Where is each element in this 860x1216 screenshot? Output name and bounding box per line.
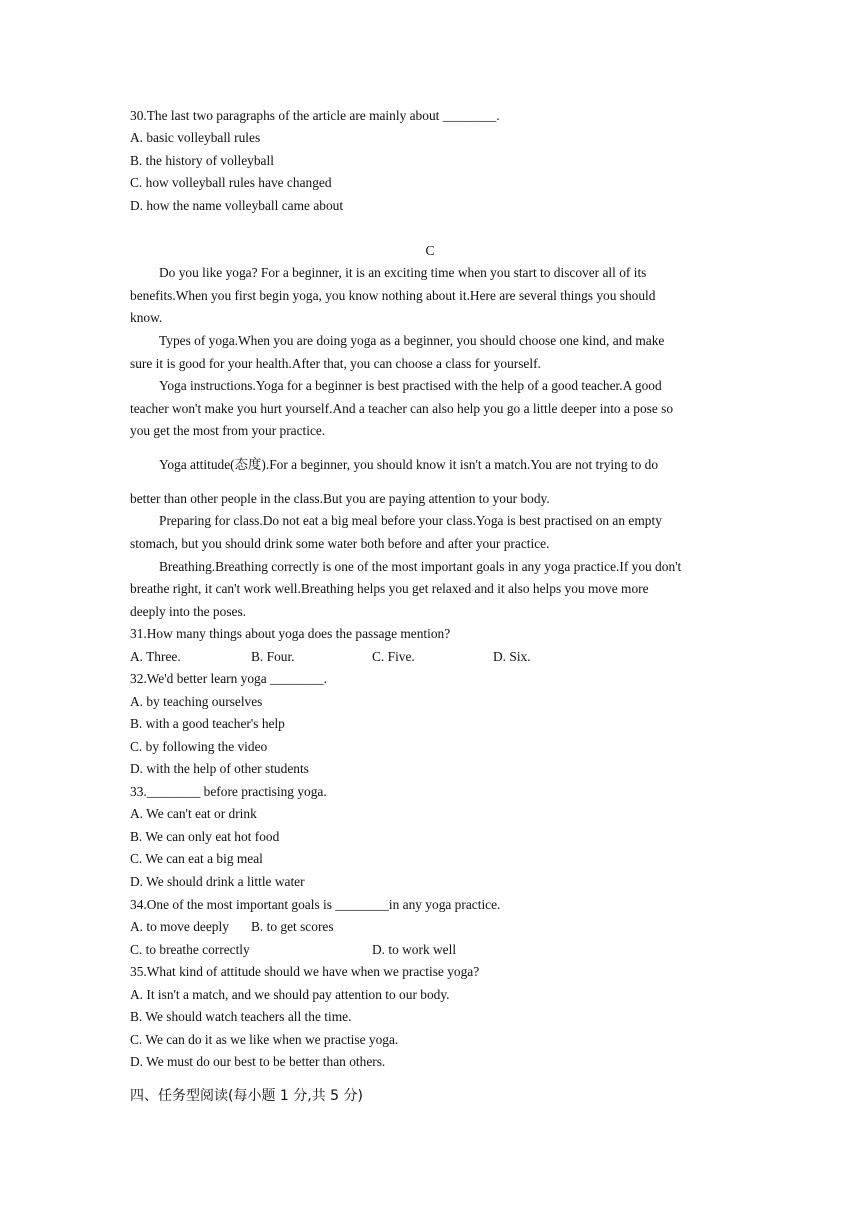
passage-c-label: C bbox=[425, 243, 435, 258]
section-heading: 四、任务型阅读(每小题 1 分,共 5 分) bbox=[130, 1088, 363, 1104]
q32-option-d: D. with the help of other students bbox=[130, 761, 309, 776]
passage-line: teacher won't make you hurt yourself.And a teacher can also help you go a little deeper into a pose so bbox=[130, 401, 674, 416]
q31-stem: 31.How many things about yoga does the passage mention? bbox=[130, 626, 451, 641]
passage-line: benefits.When you first begin yoga, you know nothing about it.Here are several things you should bbox=[130, 288, 656, 303]
q31-option-b: B. Four. bbox=[251, 649, 295, 664]
q34-option-c: C. to breathe correctly bbox=[130, 942, 250, 957]
passage-line: Do you like yoga? For a beginner, it is an exciting time when you start to discover all of its bbox=[159, 265, 647, 280]
q35-option-d: D. We must do our best to be better than others. bbox=[130, 1054, 386, 1069]
q33-option-d: D. We should drink a little water bbox=[130, 874, 305, 889]
passage-line: deeply into the poses. bbox=[130, 604, 247, 619]
q33-stem: 33.________ before practising yoga. bbox=[130, 784, 327, 799]
q32-option-b: B. with a good teacher's help bbox=[130, 716, 285, 731]
q35-option-c: C. We can do it as we like when we practise yoga. bbox=[130, 1032, 399, 1047]
q34-option-b: B. to get scores bbox=[251, 919, 334, 934]
q33-option-c: C. We can eat a big meal bbox=[130, 851, 263, 866]
passage-line: Breathing.Breathing correctly is one of the most important goals in any yoga practice.If you don't bbox=[159, 559, 682, 574]
passage-line: sure it is good for your health.After that, you can choose a class for yourself. bbox=[130, 356, 541, 371]
passage-line: you get the most from your practice. bbox=[130, 423, 326, 438]
q31-option-d: D. Six. bbox=[493, 649, 531, 664]
passage-line: breathe right, it can't work well.Breathing helps you get relaxed and it also helps you move more bbox=[130, 581, 649, 596]
q32-option-c: C. by following the video bbox=[130, 739, 268, 754]
q34-stem: 34.One of the most important goals is ________in any yoga practice. bbox=[130, 897, 501, 912]
q35-option-b: B. We should watch teachers all the time. bbox=[130, 1009, 352, 1024]
passage-line: stomach, but you should drink some water both before and after your practice. bbox=[130, 536, 550, 551]
q34-option-a: A. to move deeply bbox=[130, 919, 229, 934]
q30-option-a: A. basic volleyball rules bbox=[130, 130, 261, 145]
q30-option-b: B. the history of volleyball bbox=[130, 153, 274, 168]
passage-line: Preparing for class.Do not eat a big meal before your class.Yoga is best practised on an empty bbox=[159, 513, 662, 528]
q32-option-a: A. by teaching ourselves bbox=[130, 694, 263, 709]
q35-option-a: A. It isn't a match, and we should pay attention to our body. bbox=[130, 987, 450, 1002]
q30-stem: 30.The last two paragraphs of the article are mainly about ________. bbox=[130, 108, 500, 123]
q33-option-a: A. We can't eat or drink bbox=[130, 806, 257, 821]
q34-option-d: D. to work well bbox=[372, 942, 457, 957]
passage-line: Yoga instructions.Yoga for a beginner is best practised with the help of a good teacher.A good bbox=[159, 378, 662, 393]
q33-option-b: B. We can only eat hot food bbox=[130, 829, 280, 844]
passage-line: better than other people in the class.But you are paying attention to your body. bbox=[130, 491, 550, 506]
passage-line: know. bbox=[130, 310, 163, 325]
passage-line: Yoga attitude(态度).For a beginner, you should know it isn't a match.You are not trying to do bbox=[159, 457, 659, 472]
q30-option-c: C. how volleyball rules have changed bbox=[130, 175, 332, 190]
q31-option-c: C. Five. bbox=[372, 649, 415, 664]
q30-option-d: D. how the name volleyball came about bbox=[130, 198, 344, 213]
q31-option-a: A. Three. bbox=[130, 649, 181, 664]
passage-line: Types of yoga.When you are doing yoga as a beginner, you should choose one kind, and make bbox=[159, 333, 665, 348]
q32-stem: 32.We'd better learn yoga ________. bbox=[130, 671, 327, 686]
q35-stem: 35.What kind of attitude should we have when we practise yoga? bbox=[130, 964, 480, 979]
